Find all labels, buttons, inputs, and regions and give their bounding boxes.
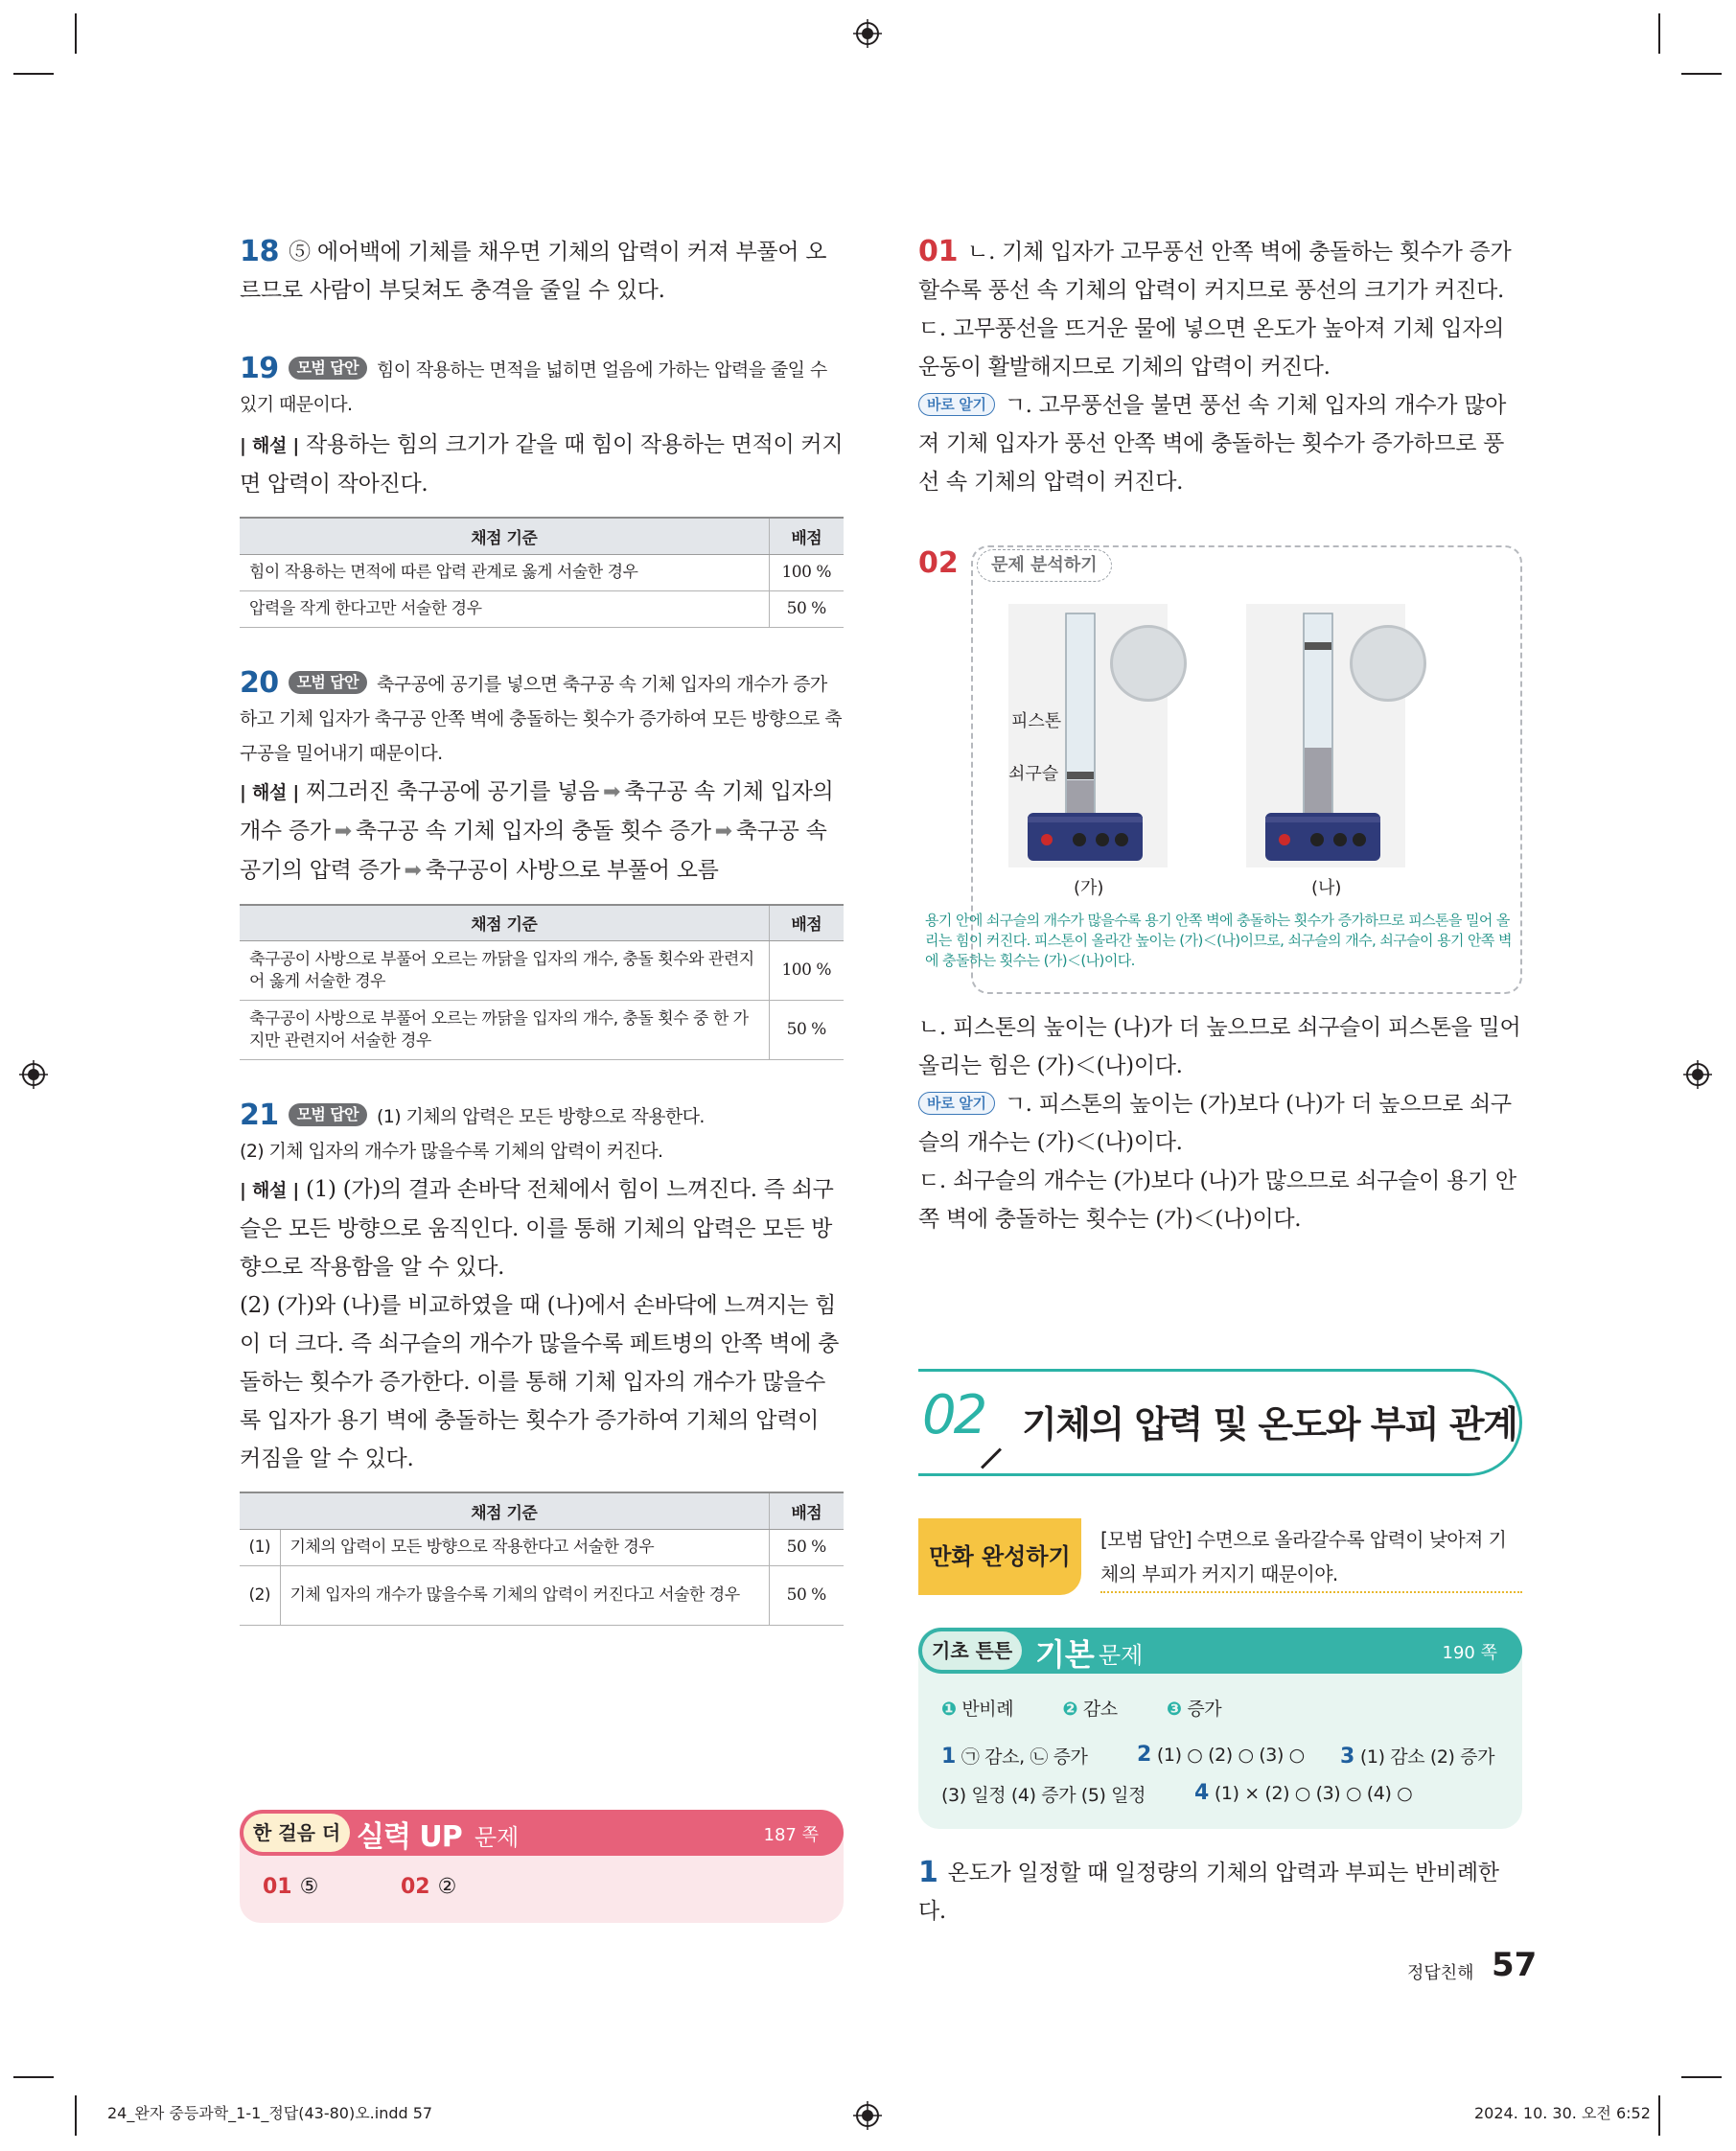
arrow-right-icon: ➡	[334, 819, 352, 844]
answer-value: ②	[437, 1875, 457, 1899]
question-number: 18	[240, 235, 280, 268]
basic-line-2	[941, 1743, 1088, 1769]
registration-mark-icon	[853, 2101, 882, 2130]
question-text: ㄴ. 기체 입자가 고무풍선 안쪽 벽에 충돌하는 횟수가 증가할수록 풍선 속 기체의 압력이 커지므로 풍선의 크기가 커진다.	[918, 240, 1512, 303]
question-number: 02	[918, 546, 959, 580]
question-01	[918, 233, 1522, 310]
table-header: 채점 기준	[240, 905, 769, 941]
question-20	[240, 666, 844, 1061]
basic-title-rest: 문제	[1099, 1642, 1144, 1669]
table-header: 배점	[769, 905, 844, 941]
caption-a: (가)	[1074, 878, 1104, 898]
table-row	[240, 590, 844, 627]
table-cell: 축구공이 사방으로 부풀어 오르는 까닭을 입자의 개수, 충돌 횟수 중 한 가지만 관련지어 서술한 경우	[240, 1001, 769, 1060]
section-number: 02	[922, 1384, 985, 1446]
explanation-step: 축구공 속 공기의 압력 증가	[240, 818, 827, 883]
question-01-text-2: ㄷ. 고무풍선을 뜨거운 물에 넣으면 온도가 높아져 기체 입자의 운동이 활발해지므로 기체의 압력이 커진다.	[918, 316, 1505, 380]
table-row	[240, 554, 844, 590]
question-number: 19	[240, 352, 279, 385]
table-header: 배점	[769, 518, 844, 554]
basic-header	[918, 1628, 1522, 1674]
table-row	[240, 1529, 844, 1565]
table-cell: 100 %	[769, 941, 844, 1001]
crop-mark	[75, 2095, 77, 2136]
model-answer-tag: 모범 답안	[289, 1103, 367, 1126]
basic-line-3	[941, 1781, 1146, 1807]
page-number: 57	[1492, 1946, 1538, 1984]
table-cell: 압력을 작게 한다고만 서술한 경우	[240, 590, 769, 627]
question-19	[240, 352, 844, 628]
question-21	[240, 1099, 844, 1626]
table-row	[240, 941, 844, 1001]
table-cell: (1)	[240, 1529, 280, 1565]
answer-value: (1) ○ (2) ○ (3) ○	[1156, 1745, 1305, 1766]
answer-text: ㄴ. 피스톤의 높이는 (나)가 더 높으므로 쇠구슬이 피스톤을 밀어 올리는 힘은 (가)＜(나)이다.	[918, 1015, 1521, 1078]
basic-problems-section	[918, 1628, 1522, 1829]
quick-check-tag: 바로 알기	[918, 393, 995, 416]
answer-value: 증가	[1187, 1699, 1222, 1720]
quick-check	[918, 386, 1522, 501]
arrow-right-icon: ➡	[603, 779, 621, 804]
basic-line-2	[1340, 1743, 1494, 1769]
model-answer	[240, 352, 844, 422]
question-18	[240, 233, 844, 315]
explanation	[240, 773, 844, 890]
model-answer-text: (1) 기체의 압력은 모든 방향으로 작용한다.	[376, 1106, 705, 1127]
explanation-text: 작용하는 힘의 크기가 같을 때 힘이 작용하는 면적이 커지면 압력이 작아진다.	[240, 432, 844, 497]
answer-value: (1) × (2) ○ (3) ○ (4) ○	[1214, 1783, 1413, 1804]
skill-up-answer	[401, 1875, 456, 1899]
answer-value: ㉠ 감소, ㉡ 증가	[961, 1746, 1088, 1768]
crop-mark	[1681, 73, 1722, 75]
table-row	[240, 1565, 844, 1625]
circled-number: ❶	[941, 1699, 957, 1720]
label-piston: 피스톤	[1011, 711, 1062, 731]
analysis-note: 용기 안에 쇠구슬의 개수가 많을수록 용기 안쪽 벽에 충돌하는 횟수가 증가하므로 피스톤을 밀어 올리는 힘이 커진다. 피스톤이 올라간 높이는 (가)＜(나)이므로, 쇠구슬의 개수, 쇠구슬이 용기 안쪽 벽에 충돌하는 횟수는 (가)＜(나)이다.	[925, 912, 1512, 969]
question-02-answers	[918, 1008, 1522, 1238]
grading-table	[240, 1492, 844, 1626]
answer-value: (3) 일정 (4) 증가 (5) 일정	[941, 1785, 1146, 1806]
registration-mark-icon	[1683, 1060, 1712, 1089]
section-title: 기체의 압력 및 온도와 부피 관계	[1022, 1403, 1517, 1446]
answer-text: ㄷ. 쇠구슬의 개수는 (가)보다 (나)가 많으므로 쇠구슬이 용기 안쪽 벽에 충돌하는 횟수는 (가)＜(나)이다.	[918, 1168, 1516, 1232]
date-slug: 2024. 10. 30. 오전 6:52	[1474, 2104, 1651, 2122]
answer-number: 02	[401, 1875, 430, 1899]
question-number: 01	[918, 235, 959, 268]
crop-mark	[1681, 2076, 1722, 2078]
crop-mark	[1658, 2095, 1660, 2136]
model-answer	[240, 666, 844, 771]
question-number: 1	[918, 1856, 938, 1889]
arrow-right-icon: ➡	[404, 858, 422, 883]
grading-table	[240, 904, 844, 1061]
crop-mark	[75, 13, 77, 54]
skill-up-title: 실력 UP	[357, 1820, 462, 1854]
basic-line-2	[1137, 1743, 1305, 1767]
registration-mark-icon	[853, 19, 882, 48]
answer-value: ⑤	[299, 1875, 319, 1899]
answer-number: 3	[1340, 1745, 1354, 1769]
skill-up-tag: 한 걸음 더	[243, 1814, 350, 1852]
answer-value: (1) 감소 (2) 증가	[1359, 1746, 1495, 1768]
model-answer-tag: 모범 답안	[289, 671, 367, 694]
answer-value: 반비례	[961, 1699, 1014, 1720]
model-answer	[240, 1099, 844, 1134]
quick-check-text: ㄱ. 피스톤의 높이는 (가)보다 (나)가 더 높으므로 쇠구슬의 개수는 (가)＜(나)이다.	[918, 1092, 1512, 1155]
skill-up-page: 187 쪽	[763, 1825, 819, 1845]
table-header: 채점 기준	[240, 1492, 769, 1529]
skill-up-section	[240, 1810, 844, 1923]
table-cell: 100 %	[769, 554, 844, 590]
skill-up-answer	[263, 1875, 318, 1899]
table-cell: 기체 입자의 개수가 많을수록 기체의 압력이 커진다고 서술한 경우	[280, 1565, 769, 1625]
registration-mark-icon	[19, 1060, 48, 1089]
model-answer-text: 힘이 작용하는 면적을 넓히면 얼음에 가하는 압력을 줄일 수 있기 때문이다.	[240, 359, 827, 415]
basic-title: 기본	[1035, 1636, 1095, 1673]
explanation	[240, 426, 844, 503]
basic-line-1	[941, 1695, 1221, 1721]
skill-up-header	[240, 1810, 844, 1856]
table-cell: 힘이 작용하는 면적에 따른 압력 관계로 옳게 서술한 경우	[240, 554, 769, 590]
footer-label: 정답친해	[1407, 1963, 1474, 1983]
table-header: 배점	[769, 1492, 844, 1529]
table-header: 채점 기준	[240, 518, 769, 554]
crop-mark	[13, 73, 54, 75]
analysis-tag: 문제 분석하기	[977, 549, 1112, 582]
answer-value: 감소	[1082, 1699, 1118, 1720]
question-text: ⑤ 에어백에 기체를 채우면 기체의 압력이 커져 부풀어 오르므로 사람이 부딪쳐도 충격을 줄일 수 있다.	[240, 240, 827, 303]
manhwa-tag: 만화 완성하기	[918, 1518, 1081, 1595]
explanation-2: (2) (가)와 (나)를 비교하였을 때 (나)에서 손바닥에 느껴지는 힘이 더 크다. 즉 쇠구슬의 개수가 많을수록 페트병의 안쪽 벽에 충돌하는 횟수가 증가한다. 이를 통해 기체 입자의 개수가 많을수록 입자가 용기 벽에 충돌하는 횟수가 증가하여 기체의 압력이 커짐을 알 수 있다.	[240, 1293, 840, 1471]
explanation-step: 찌그러진 축구공에 공기를 넣음	[306, 778, 600, 804]
zoom-circle-b	[1350, 625, 1426, 702]
circled-number: ❸	[1167, 1699, 1182, 1720]
table-cell: 50 %	[769, 1565, 844, 1625]
table-row	[240, 1001, 844, 1060]
basic-page: 190 쪽	[1442, 1643, 1497, 1663]
answer-number: 2	[1137, 1743, 1151, 1767]
model-answer-tag: 모범 답안	[289, 357, 367, 380]
explanation-text: (1) (가)의 결과 손바닥 전체에서 힘이 느껴진다. 즉 쇠구슬은 모든 방향으로 움직인다. 이를 통해 기체의 압력은 모든 방향으로 작용함을 알 수 있다.	[240, 1177, 834, 1280]
question-text: 온도가 일정할 때 일정량의 기체의 압력과 부피는 반비례한다.	[918, 1861, 1499, 1924]
arrow-right-icon: ➡	[714, 819, 732, 844]
table-cell: 축구공이 사방으로 부풀어 오르는 까닭을 입자의 개수, 충돌 횟수와 관련지어 옳게 서술한 경우	[240, 941, 769, 1001]
crop-mark	[1658, 13, 1660, 54]
explanation	[240, 1170, 844, 1286]
quick-check	[918, 1085, 1522, 1162]
basic-tag: 기초 튼튼	[922, 1631, 1022, 1670]
explanation-step: 축구공 속 기체 입자의 충돌 횟수 증가	[355, 818, 711, 844]
manhwa-answer: [모범 답안] 수면으로 올라갈수록 압력이 낮아져 기체의 부피가 커지기 때문이야.	[1100, 1522, 1522, 1593]
table-cell: 50 %	[769, 1529, 844, 1565]
explanation-label: | 해설 |	[240, 1180, 300, 1201]
right-column	[918, 233, 1522, 501]
zoom-circle-a	[1110, 625, 1187, 702]
model-answer-2: (2) 기체 입자의 개수가 많을수록 기체의 압력이 커진다.	[240, 1141, 663, 1162]
question-number: 21	[240, 1099, 279, 1132]
table-cell: 50 %	[769, 590, 844, 627]
basic-line-3	[1194, 1781, 1412, 1805]
skill-up-title-rest: 문제	[475, 1824, 520, 1851]
answer-number: 01	[263, 1875, 292, 1899]
quick-check-tag: 바로 알기	[918, 1092, 995, 1115]
caption-b: (나)	[1311, 878, 1342, 898]
table-cell: 50 %	[769, 1001, 844, 1060]
grading-table	[240, 517, 844, 628]
answer-number: 4	[1194, 1781, 1209, 1805]
circled-number: ❷	[1062, 1699, 1078, 1720]
quick-check-text: ㄱ. 고무풍선을 불면 풍선 속 기체 입자의 개수가 많아져 기체 입자가 풍선 안쪽 벽에 충돌하는 횟수가 증가하므로 풍선 속 기체의 압력이 커진다.	[918, 393, 1507, 495]
basic-question-1	[918, 1854, 1522, 1931]
answer-number: 1	[941, 1745, 956, 1769]
file-slug: 24_완자 중등과학_1-1_정답(43-80)오.indd 57	[107, 2104, 433, 2122]
table-cell: 기체의 압력이 모든 방향으로 작용한다고 서술한 경우	[280, 1529, 769, 1565]
table-cell: (2)	[240, 1565, 280, 1625]
explanation-step: 축구공이 사방으로 부풀어 오름	[425, 857, 719, 883]
explanation-step: 축구공 속 기체 입자의 개수 증가	[240, 778, 834, 844]
explanation-label: | 해설 |	[240, 435, 300, 456]
model-answer-text: 축구공에 공기를 넣으면 축구공 속 기체 입자의 개수가 증가하고 기체 입자가 축구공 안쪽 벽에 충돌하는 횟수가 증가하여 모든 방향으로 축구공을 밀어내기 때문이다.	[240, 673, 842, 764]
question-number: 20	[240, 665, 279, 700]
left-column	[240, 233, 844, 1626]
label-ball: 쇠구슬	[1008, 764, 1059, 784]
explanation-label: | 해설 |	[240, 781, 300, 803]
crop-mark	[13, 2076, 54, 2078]
